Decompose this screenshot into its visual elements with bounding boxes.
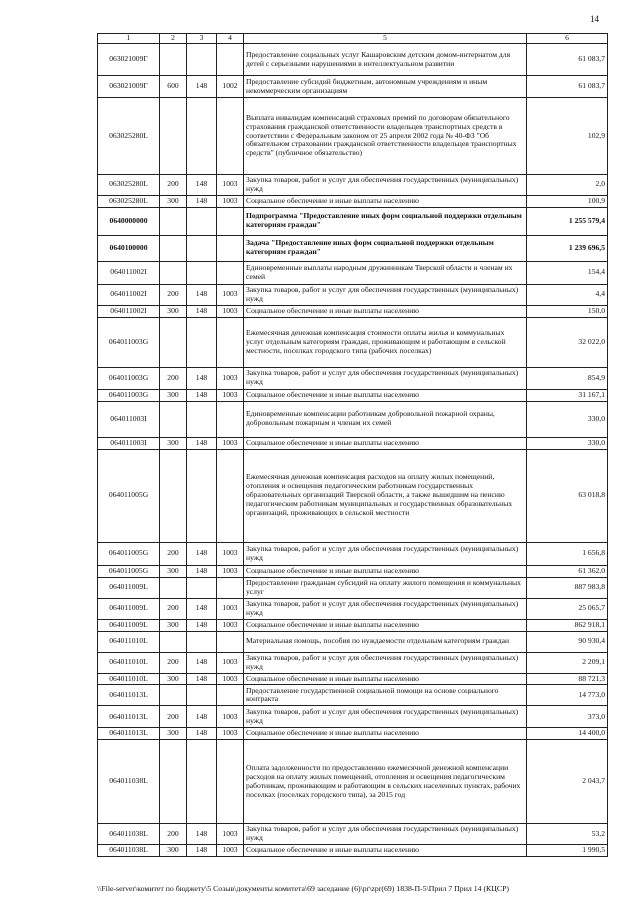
- section-cell: [187, 261, 217, 284]
- section-cell: 148: [187, 305, 217, 317]
- expense-type-cell: [160, 235, 187, 261]
- amount-cell: 102,9: [527, 98, 608, 175]
- expense-type-cell: 600: [160, 76, 187, 98]
- code-cell: 064011038L: [98, 824, 160, 845]
- code-cell: 063025280L: [98, 195, 160, 207]
- amount-cell: 63 018,8: [527, 449, 608, 542]
- code-cell: 064011003I: [98, 401, 160, 437]
- header-col-1: 1: [98, 34, 160, 44]
- expense-type-cell: 200: [160, 652, 187, 673]
- header-col-5: 5: [244, 34, 527, 44]
- expense-type-cell: 300: [160, 673, 187, 685]
- amount-cell: 150,0: [527, 305, 608, 317]
- section-cell: 148: [187, 652, 217, 673]
- header-col-4: 4: [217, 34, 244, 44]
- section-cell: 148: [187, 673, 217, 685]
- code-cell: 064011005G: [98, 542, 160, 565]
- expense-type-cell: 300: [160, 305, 187, 317]
- code-cell: 064011009L: [98, 577, 160, 598]
- description-cell: Закупка товаров, работ и услуг для обеспечения государственных (муниципальных) нужд: [244, 652, 527, 673]
- code-cell: 064011003G: [98, 389, 160, 401]
- expense-type-cell: [160, 449, 187, 542]
- section-cell: 148: [187, 389, 217, 401]
- section-cell: 148: [187, 728, 217, 740]
- amount-cell: 1 239 696,5: [527, 235, 608, 261]
- subsection-cell: 1003: [217, 824, 244, 845]
- code-cell: 064011002I: [98, 305, 160, 317]
- table-row: [98, 367, 608, 389]
- description-cell: Предоставление государственной социальной помощи на основе социального контракта: [244, 685, 527, 706]
- amount-cell: 88 721,3: [527, 673, 608, 685]
- expense-type-cell: 200: [160, 284, 187, 305]
- header-row: [98, 34, 608, 44]
- section-cell: [187, 98, 217, 175]
- table-row: [98, 728, 608, 740]
- description-cell: Материальная помощь, пособия по нуждаемости отдельным категориям граждан: [244, 631, 527, 652]
- section-cell: [187, 207, 217, 235]
- amount-cell: 31 167,1: [527, 389, 608, 401]
- amount-cell: 854,9: [527, 367, 608, 389]
- table-row: [98, 824, 608, 845]
- expense-type-cell: 300: [160, 437, 187, 449]
- budget-table: [97, 33, 608, 857]
- description-cell: Закупка товаров, работ и услуг для обеспечения государственных (муниципальных) нужд: [244, 824, 527, 845]
- subsection-cell: 1003: [217, 565, 244, 577]
- subsection-cell: 1003: [217, 367, 244, 389]
- code-cell: 064011038L: [98, 845, 160, 857]
- subsection-cell: [217, 577, 244, 598]
- expense-type-cell: 200: [160, 824, 187, 845]
- header-col-6: 6: [527, 34, 608, 44]
- table-row: [98, 673, 608, 685]
- table-row: [98, 76, 608, 98]
- description-cell: Социальное обеспечение и иные выплаты населению: [244, 305, 527, 317]
- amount-cell: 2 043,7: [527, 740, 608, 824]
- subsection-cell: 1003: [217, 673, 244, 685]
- amount-cell: 2,0: [527, 175, 608, 196]
- subsection-cell: [217, 261, 244, 284]
- amount-cell: 61 362,0: [527, 565, 608, 577]
- table-row: [98, 195, 608, 207]
- subsection-cell: 1003: [217, 542, 244, 565]
- subsection-cell: [217, 740, 244, 824]
- code-cell: 063025280L: [98, 98, 160, 175]
- subsection-cell: 1003: [217, 619, 244, 631]
- table-row: [98, 317, 608, 367]
- subsection-cell: 1003: [217, 652, 244, 673]
- amount-cell: 862 918,1: [527, 619, 608, 631]
- budget-table-container: [97, 33, 607, 857]
- section-cell: [187, 449, 217, 542]
- amount-cell: 90 930,4: [527, 631, 608, 652]
- expense-type-cell: [160, 631, 187, 652]
- expense-type-cell: [160, 261, 187, 284]
- subsection-cell: 1003: [217, 845, 244, 857]
- table-row: [98, 619, 608, 631]
- table-row: [98, 389, 608, 401]
- code-cell: 064011005G: [98, 565, 160, 577]
- table-row: [98, 401, 608, 437]
- expense-type-cell: 300: [160, 728, 187, 740]
- code-cell: 064011010L: [98, 631, 160, 652]
- table-row: [98, 44, 608, 76]
- code-cell: 064011005G: [98, 449, 160, 542]
- description-cell: Социальное обеспечение и иные выплаты населению: [244, 673, 527, 685]
- section-cell: 148: [187, 706, 217, 728]
- description-cell: Предоставление гражданам субсидий на оплату жилого помещения и коммунальных услуг: [244, 577, 527, 598]
- description-cell: Ежемесячная денежная компенсация стоимости оплаты жилья и коммунальных услуг отдельным категориям граждан, проживающим и работающим в сельской местности, поселках городского типа (рабочих поселках): [244, 317, 527, 367]
- description-cell: Социальное обеспечение и иные выплаты населению: [244, 389, 527, 401]
- table-row: [98, 437, 608, 449]
- section-cell: [187, 44, 217, 76]
- subsection-cell: 1003: [217, 195, 244, 207]
- expense-type-cell: 300: [160, 565, 187, 577]
- amount-cell: 61 083,7: [527, 76, 608, 98]
- amount-cell: 14 773,0: [527, 685, 608, 706]
- description-cell: Социальное обеспечение и иные выплаты населению: [244, 728, 527, 740]
- subsection-cell: 1003: [217, 389, 244, 401]
- section-cell: [187, 317, 217, 367]
- table-row: [98, 98, 608, 175]
- description-cell: Закупка товаров, работ и услуг для обеспечения государственных (муниципальных) нужд: [244, 542, 527, 565]
- description-cell: Закупка товаров, работ и услуг для обеспечения государственных (муниципальных) нужд: [244, 706, 527, 728]
- subsection-cell: 1003: [217, 175, 244, 196]
- subsection-cell: 1003: [217, 598, 244, 619]
- section-cell: 148: [187, 619, 217, 631]
- description-cell: Ежемесячная денежная компенсация расходов на оплату жилых помещений, отопления и освещения педагогическим работникам государственных образовательных организаций Тверской области, а также вышедшим на пенсию педагогическим работникам муниципальных и государственных образовательных организаций, проживающих в сельской местности: [244, 449, 527, 542]
- code-cell: 064011003G: [98, 367, 160, 389]
- subsection-cell: 1003: [217, 706, 244, 728]
- code-cell: 064011002I: [98, 284, 160, 305]
- expense-type-cell: 200: [160, 706, 187, 728]
- subsection-cell: [217, 631, 244, 652]
- expense-type-cell: [160, 207, 187, 235]
- table-row: [98, 284, 608, 305]
- description-cell: Социальное обеспечение и иные выплаты населению: [244, 845, 527, 857]
- description-cell: Социальное обеспечение и иные выплаты населению: [244, 437, 527, 449]
- section-cell: [187, 740, 217, 824]
- code-cell: 064011010L: [98, 673, 160, 685]
- table-row: [98, 542, 608, 565]
- expense-type-cell: 300: [160, 195, 187, 207]
- section-cell: 148: [187, 542, 217, 565]
- description-cell: Единовременные выплаты народным дружинникам Тверской области и членам их семей: [244, 261, 527, 284]
- amount-cell: 1 255 579,4: [527, 207, 608, 235]
- expense-type-cell: [160, 685, 187, 706]
- code-cell: 064011013L: [98, 706, 160, 728]
- code-cell: 064011003G: [98, 317, 160, 367]
- table-row: [98, 631, 608, 652]
- code-cell: 064011038L: [98, 740, 160, 824]
- code-cell: 064011010L: [98, 652, 160, 673]
- table-row: [98, 845, 608, 857]
- table-row: [98, 565, 608, 577]
- table-row: [98, 706, 608, 728]
- amount-cell: 100,9: [527, 195, 608, 207]
- amount-cell: 32 022,0: [527, 317, 608, 367]
- expense-type-cell: 200: [160, 367, 187, 389]
- description-cell: Закупка товаров, работ и услуг для обеспечения государственных (муниципальных) нужд: [244, 367, 527, 389]
- table-row: [98, 685, 608, 706]
- code-cell: 063021009Г: [98, 44, 160, 76]
- section-cell: 148: [187, 598, 217, 619]
- table-row: [98, 598, 608, 619]
- expense-type-cell: [160, 740, 187, 824]
- code-cell: 064011013L: [98, 685, 160, 706]
- amount-cell: 14 400,0: [527, 728, 608, 740]
- code-cell: 064011003I: [98, 437, 160, 449]
- subsection-cell: 1003: [217, 305, 244, 317]
- subsection-cell: [217, 317, 244, 367]
- section-cell: 148: [187, 195, 217, 207]
- description-cell: Выплата инвалидам компенсаций страховых премий по договорам обязательного страхования гражданской ответственности владельцев транспортных средств в соответствии с Федеральным законом от 25 апреля 2002 года № 40-ФЗ "Об обязательном страховании гражданской ответственности владельцев транспортных средств" (публичное обязательство): [244, 98, 527, 175]
- subsection-cell: [217, 685, 244, 706]
- table-row: [98, 449, 608, 542]
- subsection-cell: [217, 207, 244, 235]
- subsection-cell: 1003: [217, 284, 244, 305]
- expense-type-cell: [160, 98, 187, 175]
- subsection-cell: [217, 449, 244, 542]
- table-row: [98, 305, 608, 317]
- amount-cell: 1 656,8: [527, 542, 608, 565]
- table-row: [98, 740, 608, 824]
- description-cell: Закупка товаров, работ и услуг для обеспечения государственных (муниципальных) нужд: [244, 598, 527, 619]
- amount-cell: 887 983,8: [527, 577, 608, 598]
- code-cell: 063025280L: [98, 175, 160, 196]
- subsection-cell: 1003: [217, 437, 244, 449]
- section-cell: 148: [187, 367, 217, 389]
- expense-type-cell: [160, 317, 187, 367]
- expense-type-cell: [160, 401, 187, 437]
- amount-cell: 25 065,7: [527, 598, 608, 619]
- expense-type-cell: [160, 577, 187, 598]
- amount-cell: 330,0: [527, 437, 608, 449]
- code-cell: 0640100000: [98, 235, 160, 261]
- table-row: [98, 175, 608, 196]
- description-cell: Задача "Предоставление иных форм социальной поддержки отдельным категориям граждан": [244, 235, 527, 261]
- subsection-cell: 1003: [217, 728, 244, 740]
- code-cell: 063021009Г: [98, 76, 160, 98]
- code-cell: 064011009L: [98, 598, 160, 619]
- code-cell: 0640000000: [98, 207, 160, 235]
- footer-file-path: \\File-server\комитет по бюджету\5 Созыв\документы комитета\69 заседание (6)\pr\zpr(69) 1838-П-5\Прил 7 Прил 14 (КЦСР): [97, 884, 510, 893]
- table-row: [98, 261, 608, 284]
- table-row: [98, 652, 608, 673]
- section-cell: 148: [187, 437, 217, 449]
- amount-cell: 330,0: [527, 401, 608, 437]
- table-body: [98, 44, 608, 857]
- code-cell: 064011009L: [98, 619, 160, 631]
- section-cell: 148: [187, 824, 217, 845]
- code-cell: 064011002I: [98, 261, 160, 284]
- table-row: [98, 577, 608, 598]
- section-cell: 148: [187, 845, 217, 857]
- amount-cell: 2 209,1: [527, 652, 608, 673]
- description-cell: Социальное обеспечение и иные выплаты населению: [244, 565, 527, 577]
- expense-type-cell: [160, 44, 187, 76]
- header-col-3: 3: [187, 34, 217, 44]
- page-number: 14: [590, 14, 599, 24]
- table-row: [98, 235, 608, 261]
- section-cell: 148: [187, 175, 217, 196]
- description-cell: Предоставление субсидий бюджетным, автономным учреждениям и иным некоммерческим организациям: [244, 76, 527, 98]
- amount-cell: 61 083,7: [527, 44, 608, 76]
- section-cell: 148: [187, 76, 217, 98]
- amount-cell: 4,4: [527, 284, 608, 305]
- section-cell: [187, 685, 217, 706]
- amount-cell: 53,2: [527, 824, 608, 845]
- description-cell: Единовременные компенсации работникам добровольной пожарной охраны, добровольным пожарным и членам их семей: [244, 401, 527, 437]
- description-cell: Закупка товаров, работ и услуг для обеспечения государственных (муниципальных) нужд: [244, 175, 527, 196]
- description-cell: Социальное обеспечение и иные выплаты населению: [244, 619, 527, 631]
- table-row: [98, 207, 608, 235]
- section-cell: [187, 235, 217, 261]
- amount-cell: 373,0: [527, 706, 608, 728]
- section-cell: [187, 631, 217, 652]
- expense-type-cell: 300: [160, 619, 187, 631]
- expense-type-cell: 300: [160, 845, 187, 857]
- subsection-cell: 1002: [217, 76, 244, 98]
- section-cell: 148: [187, 284, 217, 305]
- section-cell: [187, 577, 217, 598]
- expense-type-cell: 200: [160, 598, 187, 619]
- subsection-cell: [217, 401, 244, 437]
- description-cell: Закупка товаров, работ и услуг для обеспечения государственных (муниципальных) нужд: [244, 284, 527, 305]
- subsection-cell: [217, 235, 244, 261]
- subsection-cell: [217, 44, 244, 76]
- code-cell: 064011013L: [98, 728, 160, 740]
- description-cell: Оплата задолженности по предоставлению ежемесячной денежной компенсации расходов на оплату жилых помещений, отопления и освещения педагогическим работникам, проживающим и работающим в сельских населенных пунктах, рабочих поселках (поселках городского типа), за 2015 год: [244, 740, 527, 824]
- subsection-cell: [217, 98, 244, 175]
- section-cell: [187, 401, 217, 437]
- description-cell: Социальное обеспечение и иные выплаты населению: [244, 195, 527, 207]
- header-col-2: 2: [160, 34, 187, 44]
- amount-cell: 154,4: [527, 261, 608, 284]
- expense-type-cell: 300: [160, 389, 187, 401]
- description-cell: Предоставление социальных услуг Кашаровским детским домом-интернатом для детей с серьезными нарушениями в интеллектуальном развитии: [244, 44, 527, 76]
- amount-cell: 1 990,5: [527, 845, 608, 857]
- description-cell: Подпрограмма "Предоставление иных форм социальной поддержки отдельным категориям граждан": [244, 207, 527, 235]
- section-cell: 148: [187, 565, 217, 577]
- expense-type-cell: 200: [160, 175, 187, 196]
- expense-type-cell: 200: [160, 542, 187, 565]
